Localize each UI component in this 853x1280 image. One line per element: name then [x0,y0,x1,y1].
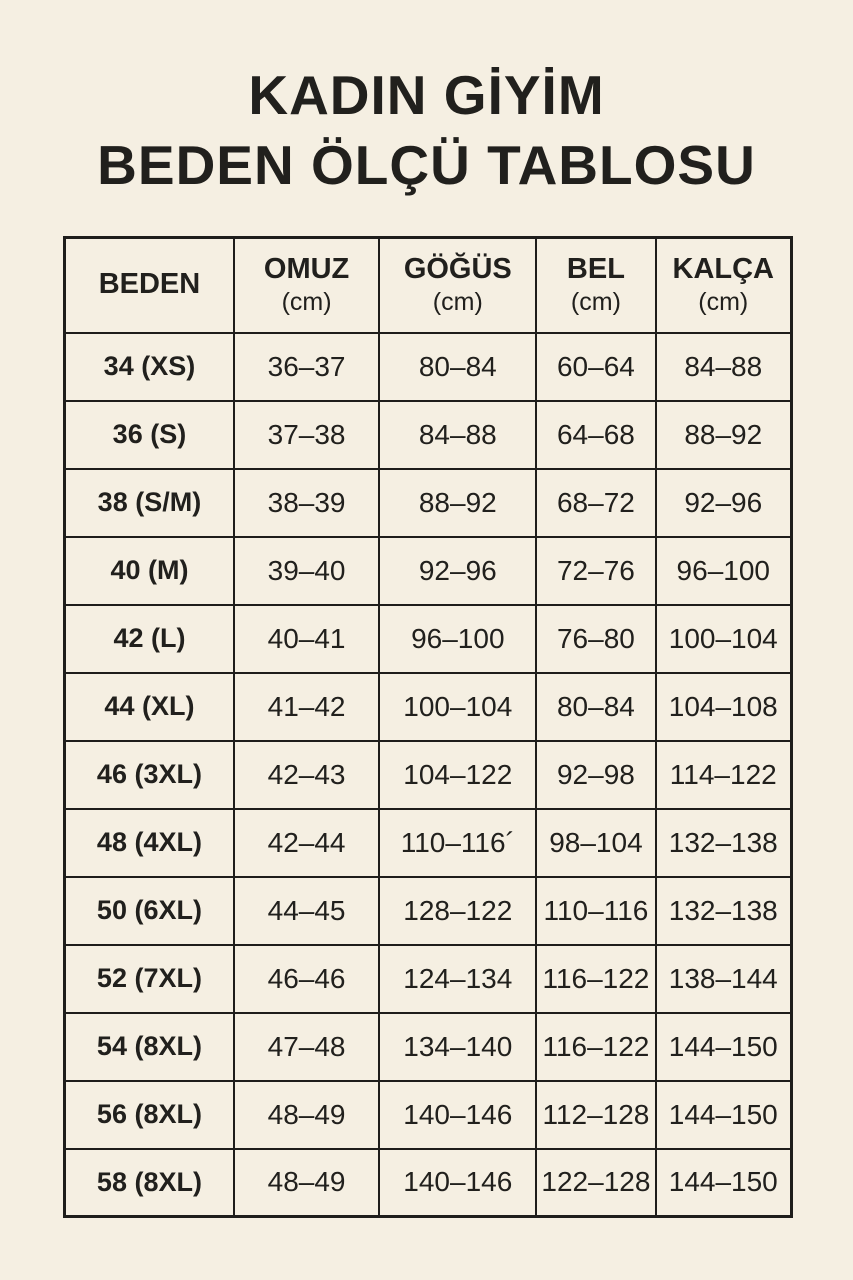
measurement-cell: 104–108 [656,673,792,741]
size-table [63,236,793,1218]
measurement-cell: 64–68 [536,401,655,469]
table-row [65,333,792,401]
header-unit: (cm) [432,287,483,316]
measurement-cell: 46–46 [234,945,379,1013]
measurement-cell: 128–122 [379,877,536,945]
table-row [65,945,792,1013]
size-cell: 52 (7XL) [65,945,234,1013]
measurement-cell: 110–116 [536,877,655,945]
measurement-cell: 112–128 [536,1081,655,1149]
measurement-cell: 138–144 [656,945,792,1013]
page-title-line1: KADIN GİYİM [248,64,605,126]
measurement-cell: 44–45 [234,877,379,945]
measurement-cell: 40–41 [234,605,379,673]
measurement-cell: 132–138 [656,877,792,945]
page-title [0,60,853,201]
table-row [65,537,792,605]
measurement-cell: 84–88 [656,333,792,401]
size-cell: 46 (3XL) [65,741,234,809]
measurement-cell: 92–96 [656,469,792,537]
measurement-cell: 104–122 [379,741,536,809]
size-cell: 44 (XL) [65,673,234,741]
header-row [65,238,792,333]
header-label: KALÇA [672,253,775,286]
measurement-cell: 140–146 [379,1081,536,1149]
measurement-cell: 100–104 [379,673,536,741]
measurement-cell: 124–134 [379,945,536,1013]
measurement-cell: 134–140 [379,1013,536,1081]
header-label: BEDEN [98,268,201,301]
table-row [65,673,792,741]
measurement-cell: 42–43 [234,741,379,809]
size-cell: 42 (L) [65,605,234,673]
table-row [65,741,792,809]
measurement-cell: 144–150 [656,1081,792,1149]
measurement-cell: 76–80 [536,605,655,673]
measurement-cell: 38–39 [234,469,379,537]
size-cell: 36 (S) [65,401,234,469]
measurement-cell: 60–64 [536,333,655,401]
table-row [65,809,792,877]
table-row [65,1013,792,1081]
measurement-cell: 144–150 [656,1149,792,1217]
measurement-cell: 72–76 [536,537,655,605]
measurement-cell: 80–84 [536,673,655,741]
header-label: GÖĞÜS [403,253,512,286]
table-body [65,333,792,1217]
table-row [65,401,792,469]
header-unit: (cm) [281,287,332,316]
header-label: BEL [566,253,625,286]
measurement-cell: 37–38 [234,401,379,469]
measurement-cell: 68–72 [536,469,655,537]
measurement-cell: 96–100 [379,605,536,673]
measurement-cell: 88–92 [656,401,792,469]
page-title-line2: BEDEN ÖLÇÜ TABLOSU [97,134,756,197]
size-cell: 56 (8XL) [65,1081,234,1149]
table-row [65,469,792,537]
measurement-cell: 132–138 [656,809,792,877]
measurement-cell: 144–150 [656,1013,792,1081]
measurement-cell: 84–88 [379,401,536,469]
header-cell-gogus [379,238,536,333]
size-cell: 40 (M) [65,537,234,605]
measurement-cell: 80–84 [379,333,536,401]
header-cell-omuz [234,238,379,333]
table-row [65,1149,792,1217]
measurement-cell: 48–49 [234,1149,379,1217]
measurement-cell: 114–122 [656,741,792,809]
measurement-cell: 47–48 [234,1013,379,1081]
table-row [65,605,792,673]
measurement-cell: 96–100 [656,537,792,605]
measurement-cell: 116–122 [536,1013,655,1081]
size-cell: 34 (XS) [65,333,234,401]
header-cell-kalca [656,238,792,333]
measurement-cell: 110–116´ [379,809,536,877]
measurement-cell: 36–37 [234,333,379,401]
measurement-cell: 39–40 [234,537,379,605]
size-cell: 58 (8XL) [65,1149,234,1217]
measurement-cell: 116–122 [536,945,655,1013]
header-unit: (cm) [698,287,749,316]
measurement-cell: 88–92 [379,469,536,537]
table-row [65,1081,792,1149]
measurement-cell: 48–49 [234,1081,379,1149]
measurement-cell: 98–104 [536,809,655,877]
header-label: OMUZ [263,253,350,286]
table-header [65,238,792,333]
measurement-cell: 100–104 [656,605,792,673]
header-unit: (cm) [570,287,621,316]
size-cell: 54 (8XL) [65,1013,234,1081]
size-cell: 48 (4XL) [65,809,234,877]
measurement-cell: 92–98 [536,741,655,809]
measurement-cell: 41–42 [234,673,379,741]
measurement-cell: 42–44 [234,809,379,877]
header-cell-beden [65,238,234,333]
measurement-cell: 122–128 [536,1149,655,1217]
size-cell: 38 (S/M) [65,469,234,537]
table-row [65,877,792,945]
header-cell-bel [536,238,655,333]
measurement-cell: 92–96 [379,537,536,605]
measurement-cell: 140–146 [379,1149,536,1217]
size-cell: 50 (6XL) [65,877,234,945]
